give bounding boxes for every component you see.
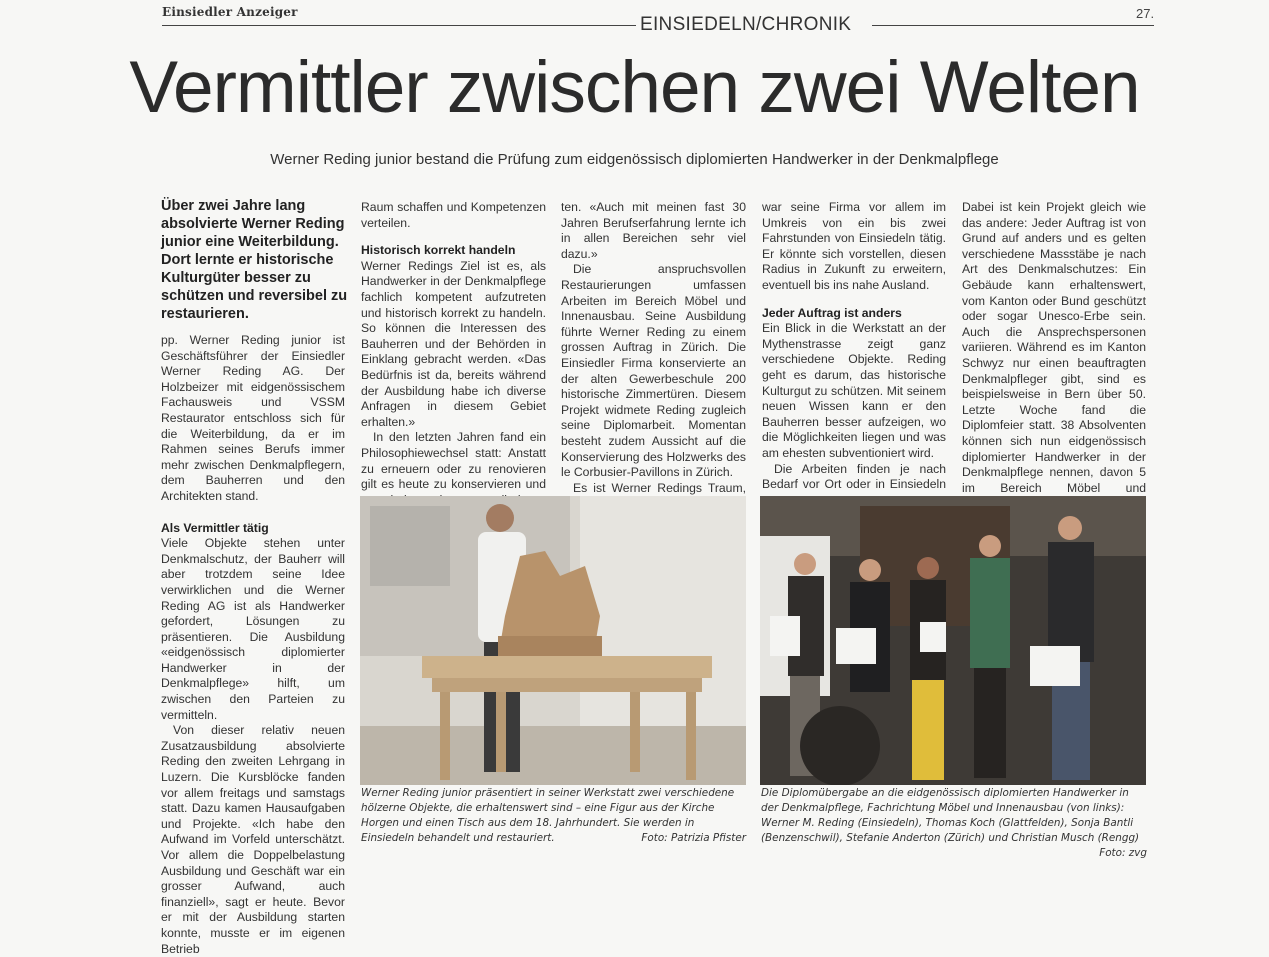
workshop-photo-illustration xyxy=(360,496,746,785)
article-headline: Vermittler zwischen zwei Welten xyxy=(129,47,1140,128)
paragraph: Viele Objekte stehen unter Denkmalschutz, der Bauherr will aber trotzdem seine Idee verwirklichen und die Werner Reding AG ist als Handwerker gefordert, Lösungen zu präsentieren. Die Ausbildung «eidgenössisch diplomierter Handwerker in der Denkmalpflege» hilft, um zwischen den Parteien zu vermitteln. xyxy=(161,536,345,722)
subheading: Historisch korrekt handeln xyxy=(361,243,516,258)
page-number: 27. xyxy=(1136,6,1155,21)
photo-credit: Foto: Patrizia Pfister xyxy=(641,832,746,844)
ceremony-photo-caption xyxy=(761,786,1147,861)
masthead-brand: Einsiedler Anzeiger xyxy=(162,5,298,19)
article-subheadline: Werner Reding junior bestand die Prüfung zum eidgenössisch diplomierten Handwerker in der Denkmalpflege xyxy=(270,151,999,168)
paragraph: In den letzten Jahren fand ein Philosophiewechsel statt: Anstatt zu erneuern oder zu renovieren gilt es heute zu konservieren und xyxy=(361,430,546,492)
masthead-rule-right xyxy=(872,25,1154,26)
photo-credit: Foto: zvg xyxy=(1099,847,1147,859)
paragraph: Die Arbeiten finden je nach Bedarf vor Ort oder in Einsiedeln xyxy=(762,461,946,492)
section-label: EINSIEDELN/CHRONIK xyxy=(640,14,852,35)
paragraph: Raum schaffen und Kompetenzen verteilen. xyxy=(361,200,546,230)
article-lead: Über zwei Jahre lang absolvierte Werner Reding junior eine Weiterbildung. Dort lernte er historische Kulturgüter besser zu schützen und reversibel zu restaurieren. xyxy=(161,198,348,322)
article-column-2 xyxy=(361,200,546,524)
ceremony-photo xyxy=(760,496,1146,785)
paragraph: Die anspruchsvollen Restaurierungen umfassen Arbeiten im Bereich Möbel und Innenausbau. Seine Ausbildung führte Werner Reding zu einem grossen Auftrag in Zürich. Die Einsiedler Firma konservierte an der alten Gewerbeschule 200 historische Zimmertüren. Diesem Projekt widmete Reding zugleich seine Diplomarbeit. Momentan besteht zudem Aussicht auf die Konservierung des Holzwerks des le Corbusier-Pavillons in Zürich. xyxy=(561,262,746,480)
workshop-photo-caption xyxy=(361,786,746,846)
paragraph: Dabei ist kein Projekt gleich wie das andere: Jeder Auftrag ist von Grund auf anders und es gelten verschiedene Massstäbe je nach Art des Denkmalschutzes: Ein Gebäude kann erhaltenswert, vom Kanton oder Bund geschützt oder sogar Unesco-Erbe sein. Auch die Ansprechspersonen variieren. Während es im Kanton Schwyz nur einen beauftragten Denkmalpfleger gibt, sind es beispielsweise in Bern über 50. Letzte Woche fand die Diplomfeier statt. 38 Absolventen können sich nun eidgenössisch diplomierter Handwerker in der Denkmalpflege nennen, davon 5 im Bereich Möbel und xyxy=(962,200,1146,495)
caption-text: Die Diplomübergabe an die eidgenössisch diplomierten Handwerker in der Denkmalpflege, Fachrichtung Möbel und Innenausbau (von links): Werner M. Reding (Einsiedeln), Thomas Koch (Glattfelden), Sonja Bantli (Benzenschwil), Stefanie Anderton (Zürich) und Christian Musch (Rengg) xyxy=(761,787,1140,844)
workshop-photo xyxy=(360,496,746,785)
subheading: Jeder Auftrag ist anders xyxy=(762,305,902,320)
paragraph: Ein Blick in die Werkstatt an der Mythenstrasse zeigt ganz verschiedene Objekte. Reding geht es darum, das historische Kulturgut zu schützen. Mit seinem neuen Wissen kann er den Bauherren besser aufzeigen, wo die Möglichkeiten liegen und was am ehesten subventioniert wird. xyxy=(762,321,946,460)
article-column-3 xyxy=(561,200,746,543)
paragraph: Von dieser relativ neuen Zusatzausbildung absolvierte Reding den zweiten Lehrgang in Luzern. Die Kursblöcke fanden vor allem freitags und samstags statt. Dazu kamen Hausaufgaben und Projekte. «Ich habe den Aufwand im Vorfeld unterschätzt. Vor allem die Doppelbelastung Ausbildung und Geschäft war ein grosser Aufwand, auch finanziell», sagt er heute. Bevor er mit der Ausbildung starten konnte, musste er im eigenen Betrieb xyxy=(161,723,345,956)
paragraph: pp. Werner Reding junior ist Geschäftsführer der Einsiedler Werner Reding AG. Der Holzbeizer mit eidgenössischem Fachausweis und VSSM Restaurator entschloss sich für die Weiterbildung, da er im Rahmen seines Berufs immer mehr zwischen Denkmalpflegern, dem Bauherren und den Architekten stand. xyxy=(161,333,345,503)
paragraph: war seine Firma vor allem im Umkreis von ein bis zwei Fahrstunden von Einsiedeln tätig. Er könnte sich vorstellen, diesen Radius in Zukunft zu erweitern, eventuell bis ins nahe Ausland. xyxy=(762,200,946,292)
subheading: Als Vermittler tätig xyxy=(161,520,269,535)
paragraph: Werner Redings Ziel ist es, als Handwerker in der Denkmalpflege fachlich kompetent aufzutreten und historisch korrekt zu handeln. So können die Interessen des Bauherren und der Behörden in Einklang gebracht werden. «Das Bedürfnis ist da, bereits während der Ausbildung habe ich diverse Anfragen in diesem Gebiet erhalten.» xyxy=(361,258,546,429)
article-column-4 xyxy=(762,200,946,508)
article-column-5 xyxy=(962,200,1146,530)
caption-text: Werner Reding junior präsentiert in seiner Werkstatt zwei verschiedene hölzerne Objekte, die erhaltenswert sind – eine Figur aus der Kirche Horgen und einen Tisch aus dem 18. Jahrhundert. Sie werden in Einsiedeln behandelt und restauriert. xyxy=(361,787,735,844)
masthead-rule-left xyxy=(162,25,636,26)
paragraph: ten. «Auch mit meinen fast 30 Jahren Berufserfahrung lernte ich in allen Bereichen sehr viel dazu.» xyxy=(561,200,746,261)
ceremony-photo-illustration xyxy=(760,496,1146,785)
article-column-1 xyxy=(161,333,345,957)
paragraph: Es ist Werner Redings Traum, xyxy=(573,480,746,495)
